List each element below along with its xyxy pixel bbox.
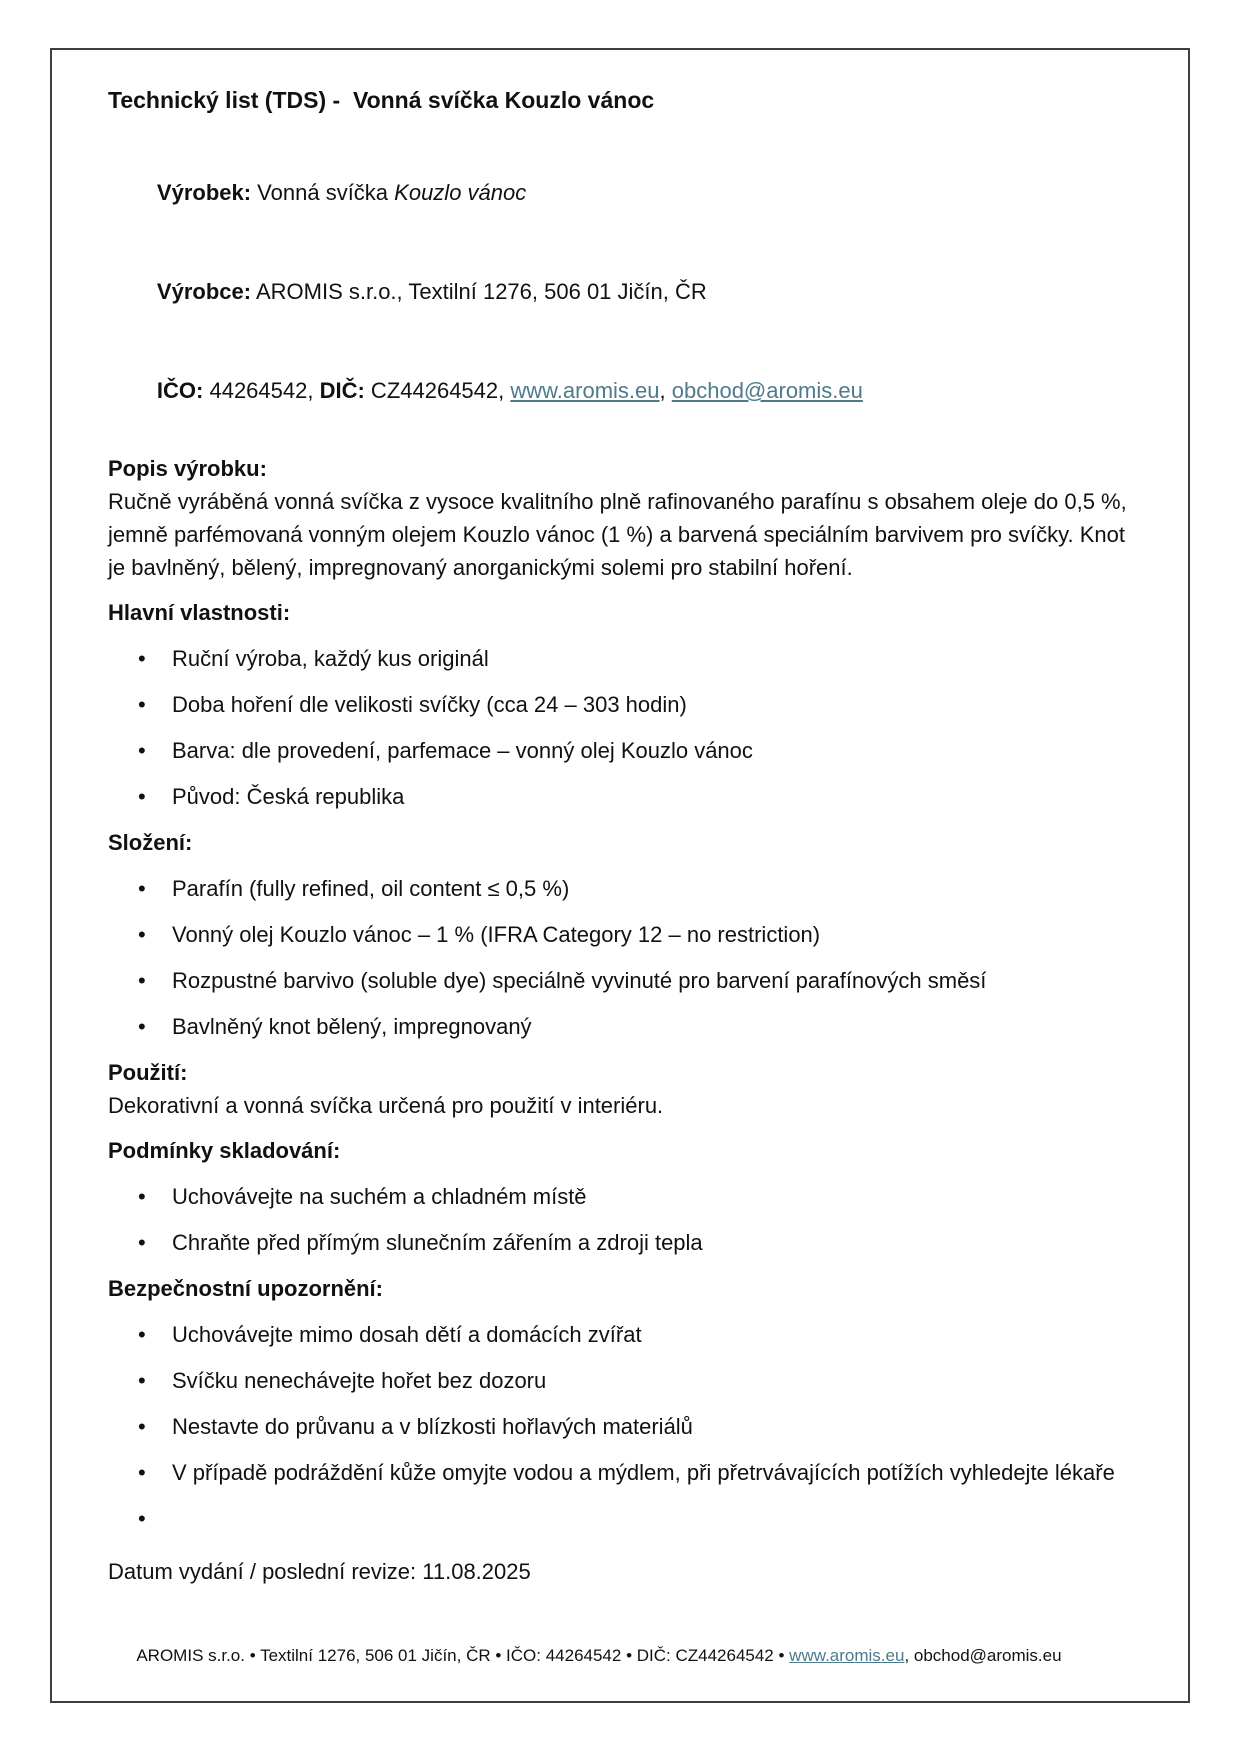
list-item: • Chraňte před přímým slunečním zářením a zdroji tepla (172, 1226, 1138, 1259)
list-item-empty (172, 1502, 1138, 1535)
page-title: Technický list (TDS) - Vonná svíčka Kouzlo vánoc (108, 87, 655, 113)
email-link[interactable]: obchod@aromis.eu (671, 378, 863, 403)
product-name-italic: Kouzlo vánoc (394, 180, 527, 205)
list-item: • Svíčku nenechávejte hořet bez dozoru (172, 1364, 1138, 1397)
product-label: Výrobek: (156, 180, 252, 205)
product-value: Vonná svíčka (251, 180, 395, 205)
list-item: • Vonný olej Kouzlo vánoc – 1 % (IFRA Category 12 – no restriction) (172, 918, 1138, 951)
dic-label: DIČ: (319, 378, 365, 403)
list-item: • Bavlněný knot bělený, impregnovaný (172, 1010, 1138, 1043)
manufacturer-label: Výrobce: (156, 279, 252, 304)
section-popis (108, 452, 1138, 584)
product-row (108, 143, 1138, 242)
document-page (50, 48, 1190, 1703)
list-item: • Nestavte do průvanu a v blízkosti hořlavých materiálů (172, 1410, 1138, 1443)
ico-label: IČO: (156, 378, 204, 403)
list-item: • Původ: Česká republika (172, 780, 1138, 813)
list-item: • Doba hoření dle velikosti svíčky (cca 24 – 303 hodin) (172, 688, 1138, 721)
bullet-list-slozeni (108, 872, 1138, 1043)
manufacturer-row (108, 242, 1138, 341)
list-item: • V případě podráždění kůže omyjte vodou a mýdlem, při přetrvávajících potížích vyhledejte lékaře (172, 1456, 1138, 1489)
section-slozeni (108, 826, 1138, 1043)
section-body-pouziti: Dekorativní a vonná svíčka určená pro použití v interiéru. (108, 1093, 664, 1118)
revision-date-line: Datum vydání / poslední revize: 11.08.2025 (108, 1559, 531, 1584)
link-separator: , (659, 378, 672, 403)
product-info-block (108, 143, 1138, 440)
section-body-popis: Ručně vyráběná vonná svíčka z vysoce kvalitního plně rafinovaného parafínu s obsahem oleje do 0,5 %, jemně parfémovaná vonným olejem Kouzlo vánoc (1 %) a barvená speciálním barvivem pro svíčky. Knot je bavlněný, bělený, impregnovaný anorganickými solemi pro stabilní hoření. (108, 489, 1127, 580)
section-heading-bezpecnost: Bezpečnostní upozornění: (108, 1276, 383, 1301)
registration-row (108, 341, 1138, 440)
list-item: • Uchovávejte mimo dosah dětí a domácích zvířat (172, 1318, 1138, 1351)
bullet-list-hlavni (108, 642, 1138, 813)
section-hlavni-vlastnosti (108, 596, 1138, 813)
list-item: • Ruční výroba, každý kus originál (172, 642, 1138, 675)
section-heading-skladovani: Podmínky skladování: (108, 1138, 341, 1163)
manufacturer-value: AROMIS s.r.o., Textilní 1276, 506 01 Jičín, ČR (251, 279, 707, 304)
section-heading-slozeni: Složení: (108, 830, 193, 855)
footer-email-text: , obchod@aromis.eu (904, 1646, 1062, 1665)
list-item: • Uchovávejte na suchém a chladném místě (172, 1180, 1138, 1213)
dic-value: CZ44264542, (364, 378, 511, 403)
section-heading-popis: Popis výrobku: (108, 456, 267, 481)
bullet-list-bezpecnost (108, 1318, 1138, 1535)
section-heading-hlavni: Hlavní vlastnosti: (108, 600, 291, 625)
website-link[interactable]: www.aromis.eu (510, 378, 660, 403)
section-skladovani (108, 1134, 1138, 1259)
list-item: • Rozpustné barvivo (soluble dye) speciálně vyvinuté pro barvení parafínových směsí (172, 964, 1138, 997)
section-pouziti (108, 1056, 1138, 1122)
footer-text: AROMIS s.r.o. • Textilní 1276, 506 01 Jičín, ČR • IČO: 44264542 • DIČ: CZ44264542 • (136, 1646, 790, 1665)
section-bezpecnost (108, 1272, 1138, 1535)
list-item: • Parafín (fully refined, oil content ≤ 0,5 %) (172, 872, 1138, 905)
footer-website-link[interactable]: www.aromis.eu (789, 1646, 905, 1665)
section-heading-pouziti: Použití: (108, 1060, 188, 1085)
list-item: • Barva: dle provedení, parfemace – vonný olej Kouzlo vánoc (172, 734, 1138, 767)
bullet-list-skladovani (108, 1180, 1138, 1259)
ico-value: 44264542, (203, 378, 320, 403)
page-footer (108, 1623, 1138, 1689)
